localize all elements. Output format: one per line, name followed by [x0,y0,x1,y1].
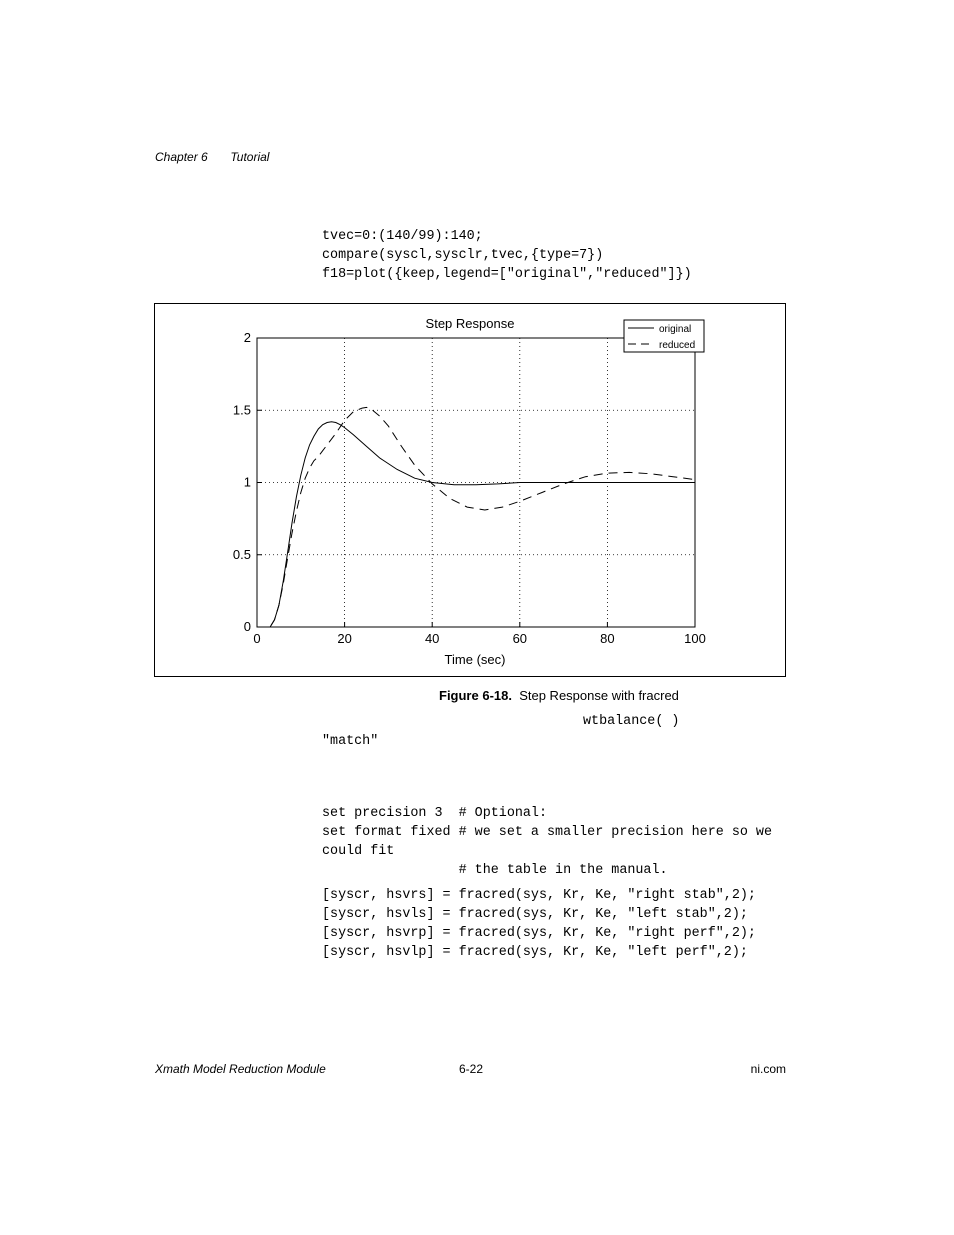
code-line: [syscr, hsvrp] = fracred(sys, Kr, Ke, "right perf",2); [322,926,756,941]
code-line: set format fixed # we set a smaller precision here so we [322,825,772,840]
running-header [155,150,269,164]
y-tick-label: 1.5 [232,402,251,418]
code-line: could fit [322,844,395,859]
step-response-chart [155,304,785,676]
x-axis-label: Time (sec) [444,652,506,667]
footer-book-title: Xmath Model Reduction Module [155,1062,326,1076]
x-tick-label: 0 [253,631,261,646]
series-line-original [257,422,695,627]
x-tick-label: 40 [424,631,440,646]
code-line: f18=plot({keep,legend=["original","reduced"]}) [322,267,692,282]
code-line: tvec=0:(140/99):140; [322,229,483,244]
code-block-fracred [322,886,756,962]
figure-step-response [154,303,786,677]
section-label: Tutorial [230,150,270,164]
series-line-reduced [257,407,695,627]
code-line: compare(syscl,sysclr,tvec,{type=7}) [322,248,604,263]
legend-label-original: original [659,324,692,335]
footer-page-number: 6-22 [459,1062,484,1076]
x-tick-label: 20 [337,631,352,646]
x-tick-label: 60 [512,631,528,646]
figure-number: Figure 6-18. [439,688,512,703]
code-line: [syscr, hsvls] = fracred(sys, Kr, Ke, "left stab",2); [322,907,748,922]
code-line: [syscr, hsvrs] = fracred(sys, Kr, Ke, "right stab",2); [322,888,756,903]
x-tick-label: 100 [684,631,706,646]
footer-site: ni.com [750,1062,786,1076]
figure-caption [439,688,679,703]
y-tick-label: 1 [243,474,251,490]
y-tick-label: 2 [243,330,251,345]
code-line: set precision 3 # Optional: [322,806,547,821]
inline-code-match: "match" [322,734,379,749]
chapter-label: Chapter 6 [155,150,208,164]
x-tick-label: 80 [600,631,615,646]
code-line: # the table in the manual. [322,863,668,878]
chart-title: Step Response [425,316,515,331]
figure-title: Step Response with fracred [519,688,679,703]
code-block-plot [322,227,692,284]
code-block-precision [322,804,772,880]
inline-code-wtbalance: wtbalance( ) [583,714,680,729]
y-tick-label: 0 [243,619,251,634]
y-tick-label: 0.5 [232,546,251,562]
code-line: [syscr, hsvlp] = fracred(sys, Kr, Ke, "left perf",2); [322,945,748,960]
legend-label-reduced: reduced [659,340,696,351]
